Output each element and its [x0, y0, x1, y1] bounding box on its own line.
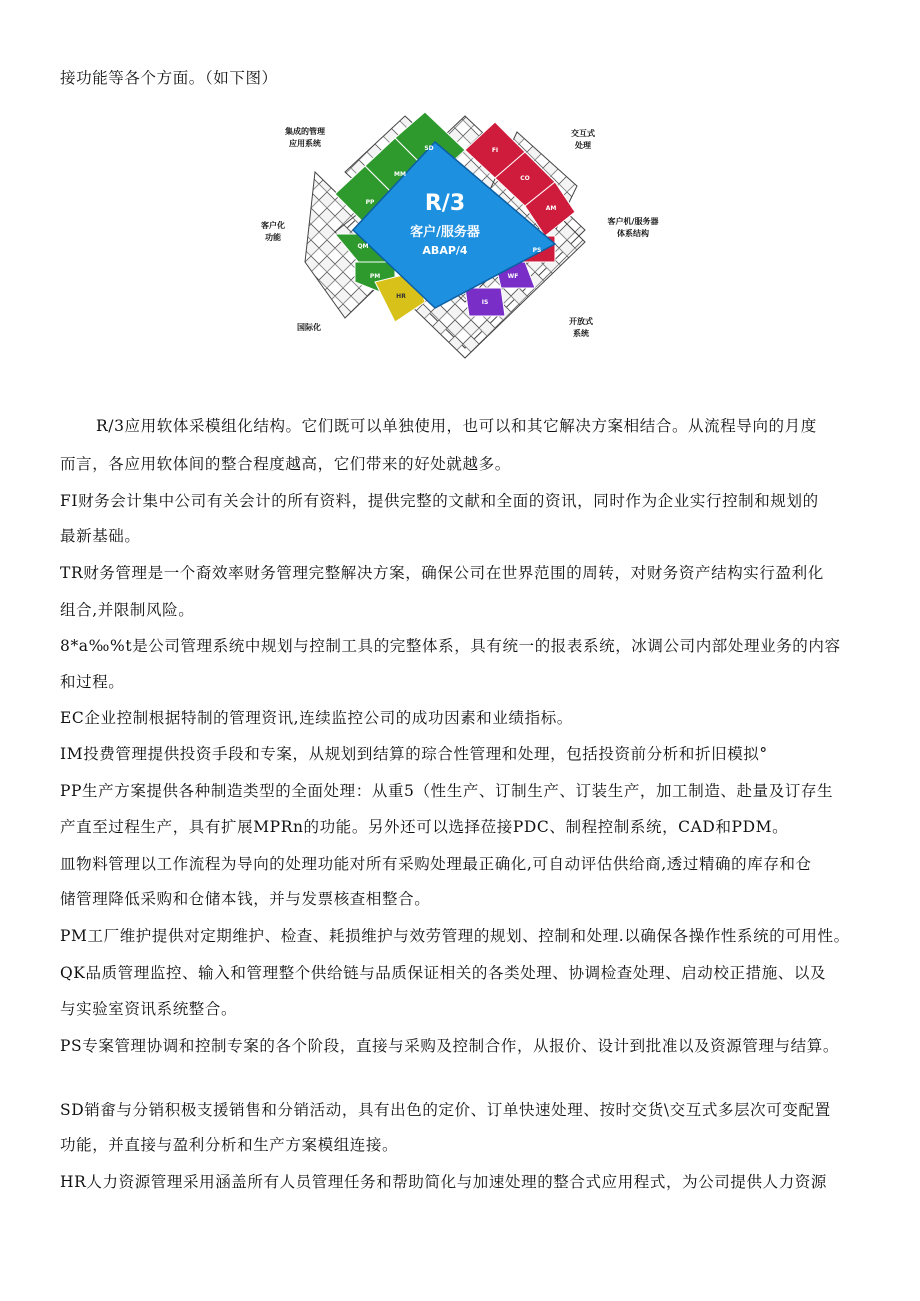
module-mm: MM [394, 171, 406, 178]
body-line-3: FI财务会计集中公司有关会计的所有资料，提供完整的文献和全面的资讯，同时作为企业实行控制和规划的 [60, 492, 819, 510]
label-right-1: 客户机/服务器 [607, 217, 659, 226]
module-qm: QM [357, 243, 369, 250]
r3-architecture-diagram [255, 112, 675, 360]
body-line-16: QK品质管理监控、输入和管理整个供给链与品质保证相关的各类处理、协调检查处理、启动校正措施、以及 [60, 964, 827, 982]
label-bottom-right-1: 开放式 [569, 317, 593, 326]
r3-diagram-svg [255, 112, 675, 360]
label-top-right-1: 交互式 [571, 129, 595, 138]
body-line-9: EC企业控制根据特制的管理资讯,连续监控公司的成功因素和业绩指标。 [60, 709, 573, 727]
body-line-18: PS专案管理协调和控制专案的各个阶段，直接与采购及控制合作，从报价、设计到批准以及资源管理与结算。 [60, 1037, 839, 1055]
label-left-1: 客户化 [261, 221, 285, 230]
body-line-8: 和过程。 [60, 673, 125, 691]
label-bottom-left-1: 国际化 [297, 323, 321, 332]
body-line-13: 皿物料管理以工作流程为导向的处理功能对所有采购处理最正确化,可自动评估供给商,透过精确的库存和仓 [60, 855, 812, 873]
label-bottom-right-2: 系统 [573, 329, 589, 338]
body-line-17: 与实验室资讯系统整合。 [60, 1000, 238, 1018]
body-line-6: 组合,并限制风险。 [60, 601, 195, 619]
module-fi: FI [491, 147, 499, 154]
body-line-12: 产直至过程生产，具有扩展MPRn的功能。另外还可以选择莅接PDC、制程控制系统，CAD和PDM。 [60, 818, 789, 836]
body-line-15: PM工厂维护提供对定期维护、检查、耗损维护与效劳管理的规划、控制和处理.以确保各操作性系统的可用性。 [60, 927, 850, 945]
module-co: CO [520, 175, 530, 182]
label-top-left-2: 应用系统 [289, 139, 321, 148]
center-line3: ABAP/4 [422, 244, 468, 257]
body-line-7: 8*a‰%t是公司管理系统中规划与控制工具的完整体系，具有统一的报表系统，冰调公司内部处理业务的内容 [60, 637, 841, 655]
module-pm: PM [369, 273, 381, 280]
body-line-21: HR人力资源管理采用涵盖所有人员管理任务和帮助简化与加速处理的整合式应用程式，为公司提供人力资源 [60, 1173, 827, 1191]
center-line2: 客户/服务器 [410, 225, 480, 240]
module-ps: PS [532, 247, 542, 254]
label-top-left-1: 集成的管理 [285, 127, 325, 136]
label-left-2: 功能 [265, 233, 281, 242]
module-is: IS [481, 299, 489, 306]
label-right-2: 体系结构 [617, 229, 649, 238]
module-wf: WF [507, 273, 519, 280]
module-sd: SD [424, 145, 434, 152]
center-title: R/3 [424, 191, 466, 216]
intro-line: 接功能等各个方面。（如下图） [60, 69, 278, 87]
module-am: AM [545, 205, 557, 212]
body-line-5: TR财务管理是一个裔效率财务管理完整解决方案，确保公司在世界范围的周转，对财务资产结构实行盈利化 [60, 564, 824, 582]
body-line-19: SD销畲与分销积极支援销售和分销活动，具有出色的定价、订单快速处理、按时交货\交互式多层次可变配置 [60, 1101, 831, 1119]
body-line-4: 最新基础。 [60, 527, 141, 545]
body-line-2: 而言，各应用软体间的整合程度越高，它们带来的好处就越多。 [60, 455, 511, 473]
body-line-20: 功能，并直接与盈利分析和生产方案模组连接。 [60, 1136, 399, 1154]
module-hr: HR [396, 293, 406, 300]
module-pp: PP [365, 199, 375, 206]
label-top-right-2: 处理 [575, 141, 591, 150]
body-line-10: IM投费管理提供投资手段和专案，从规划到结算的琮合性管理和处理，包括投资前分析和折旧模拟° [60, 745, 768, 763]
body-line-11: PP生产方案提供各种制造类型的全面处理：从重5（性生产、订制生产、订装生产，加工制造、赴量及订存生 [60, 782, 834, 800]
body-line-14: 储管理降低采购和仓储本钱，并与发票核查相整合。 [60, 890, 431, 908]
body-line-1: R/3应用软体采模组化结构。它们既可以单独使用，也可以和其它解决方案相结合。从流程导向的月度 [96, 417, 817, 435]
